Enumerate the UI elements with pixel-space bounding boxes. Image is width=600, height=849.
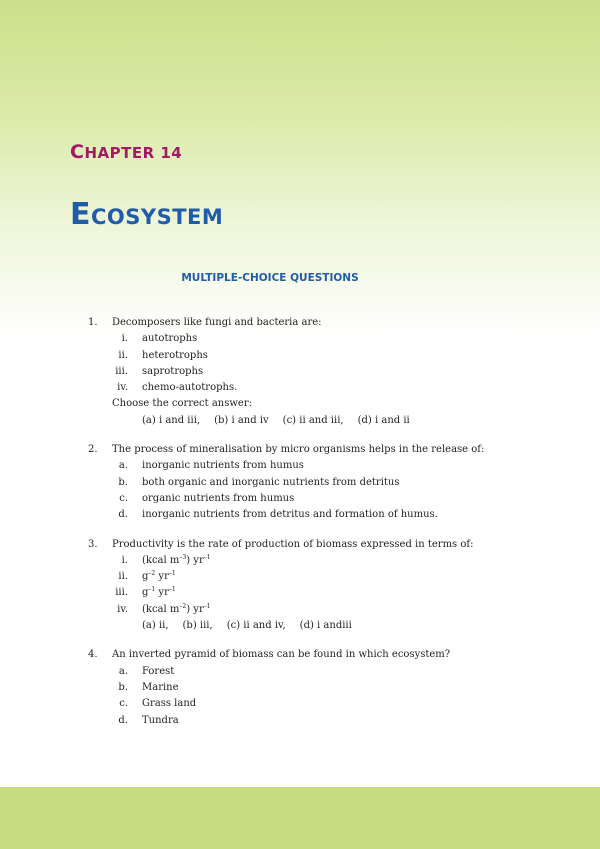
question-4 xyxy=(0,647,600,728)
option-text: $g^{-2}$ $yr^{-1}$ xyxy=(142,570,176,583)
option-item xyxy=(0,713,600,729)
title-rest: COSYSTEM xyxy=(91,205,224,229)
option-text: Grass land xyxy=(142,698,197,710)
question-3 xyxy=(0,537,600,635)
option-label: i. xyxy=(121,554,128,566)
option-text: (kcal $m^{-3}$) $yr^{-1}$ xyxy=(142,553,211,566)
option-item xyxy=(0,348,600,364)
question-2 xyxy=(0,442,600,523)
option-text: inorganic nutrients from humus xyxy=(142,460,304,472)
option-item xyxy=(0,491,600,507)
option-text: chemo-autotrophs. xyxy=(142,382,238,394)
option-text: (kcal $m^{-2}$) $yr^{-1}$ xyxy=(142,602,211,615)
question-number: 3. xyxy=(88,538,98,550)
answer-choice: (b) iii, xyxy=(182,620,213,632)
question-text: Productivity is the rate of production of biomass expressed in terms of: xyxy=(112,538,474,550)
option-label: b. xyxy=(118,476,128,488)
option-text: Tundra xyxy=(142,714,179,726)
chapter-heading xyxy=(70,141,182,163)
answer-choices xyxy=(142,618,600,634)
option-label: b. xyxy=(118,681,128,693)
question-1 xyxy=(0,315,600,429)
option-item xyxy=(0,507,600,523)
option-item xyxy=(0,585,600,601)
option-label: a. xyxy=(118,665,128,677)
question-text: The process of mineralisation by micro organisms helps in the release of: xyxy=(112,444,485,456)
option-label: ii. xyxy=(118,349,128,361)
instruction-text: Choose the correct answer: xyxy=(112,398,252,410)
footer-band xyxy=(0,787,600,849)
answer-choices xyxy=(142,413,600,429)
option-item xyxy=(0,331,600,347)
option-label: d. xyxy=(118,509,128,521)
option-text: $g^{-1}$ $yr^{-1}$ xyxy=(142,586,176,599)
chapter-initial: C xyxy=(70,141,85,163)
option-text: saprotrophs xyxy=(142,365,204,377)
title-initial: E xyxy=(70,197,91,232)
option-label: iv. xyxy=(117,603,128,615)
option-item xyxy=(0,664,600,680)
option-label: i. xyxy=(121,333,128,345)
option-item xyxy=(0,458,600,474)
option-item xyxy=(0,569,600,585)
header-gradient-band xyxy=(0,0,600,340)
page-title xyxy=(70,197,223,232)
answer-choice: (d) i and ii xyxy=(357,414,410,426)
option-text: Forest xyxy=(142,665,175,677)
question-number: 4. xyxy=(88,649,98,661)
option-text: Marine xyxy=(142,681,179,693)
option-label: iii. xyxy=(115,587,128,599)
option-text: both organic and inorganic nutrients from detritus xyxy=(142,476,400,488)
option-label: iv. xyxy=(117,382,128,394)
answer-choice: (c) ii and iii, xyxy=(282,414,344,426)
answer-choice: (c) ii and iv, xyxy=(226,620,286,632)
option-label: c. xyxy=(119,698,128,710)
answer-choice: (a) ii, xyxy=(142,620,169,632)
option-label: ii. xyxy=(118,571,128,583)
question-list xyxy=(0,315,600,729)
question-text: An inverted pyramid of biomass can be found in which ecosystem? xyxy=(112,649,451,661)
answer-choice: (d) i andiii xyxy=(299,620,352,632)
option-item xyxy=(0,696,600,712)
option-text: organic nutrients from humus xyxy=(142,492,295,504)
section-heading: MULTIPLE-CHOICE QUESTIONS xyxy=(181,272,359,284)
answer-choice: (b) i and iv xyxy=(214,414,269,426)
question-number: 1. xyxy=(88,317,98,328)
option-text: heterotrophs xyxy=(142,349,208,361)
question-number: 2. xyxy=(88,444,98,456)
question-text: Decomposers like fungi and bacteria are: xyxy=(112,317,322,328)
chapter-rest: HAPTER 14 xyxy=(84,144,183,162)
option-item xyxy=(0,602,600,618)
option-item xyxy=(0,475,600,491)
option-label: d. xyxy=(118,714,128,726)
option-label: a. xyxy=(118,460,128,472)
option-text: autotrophs xyxy=(142,333,198,345)
option-item xyxy=(0,553,600,569)
option-item xyxy=(0,364,600,380)
option-item xyxy=(0,380,600,396)
answer-choice: (a) i and iii, xyxy=(142,414,201,426)
option-label: c. xyxy=(119,492,128,504)
option-text: inorganic nutrients from detritus and formation of humus. xyxy=(142,509,438,521)
option-item xyxy=(0,680,600,696)
option-label: iii. xyxy=(115,365,128,377)
